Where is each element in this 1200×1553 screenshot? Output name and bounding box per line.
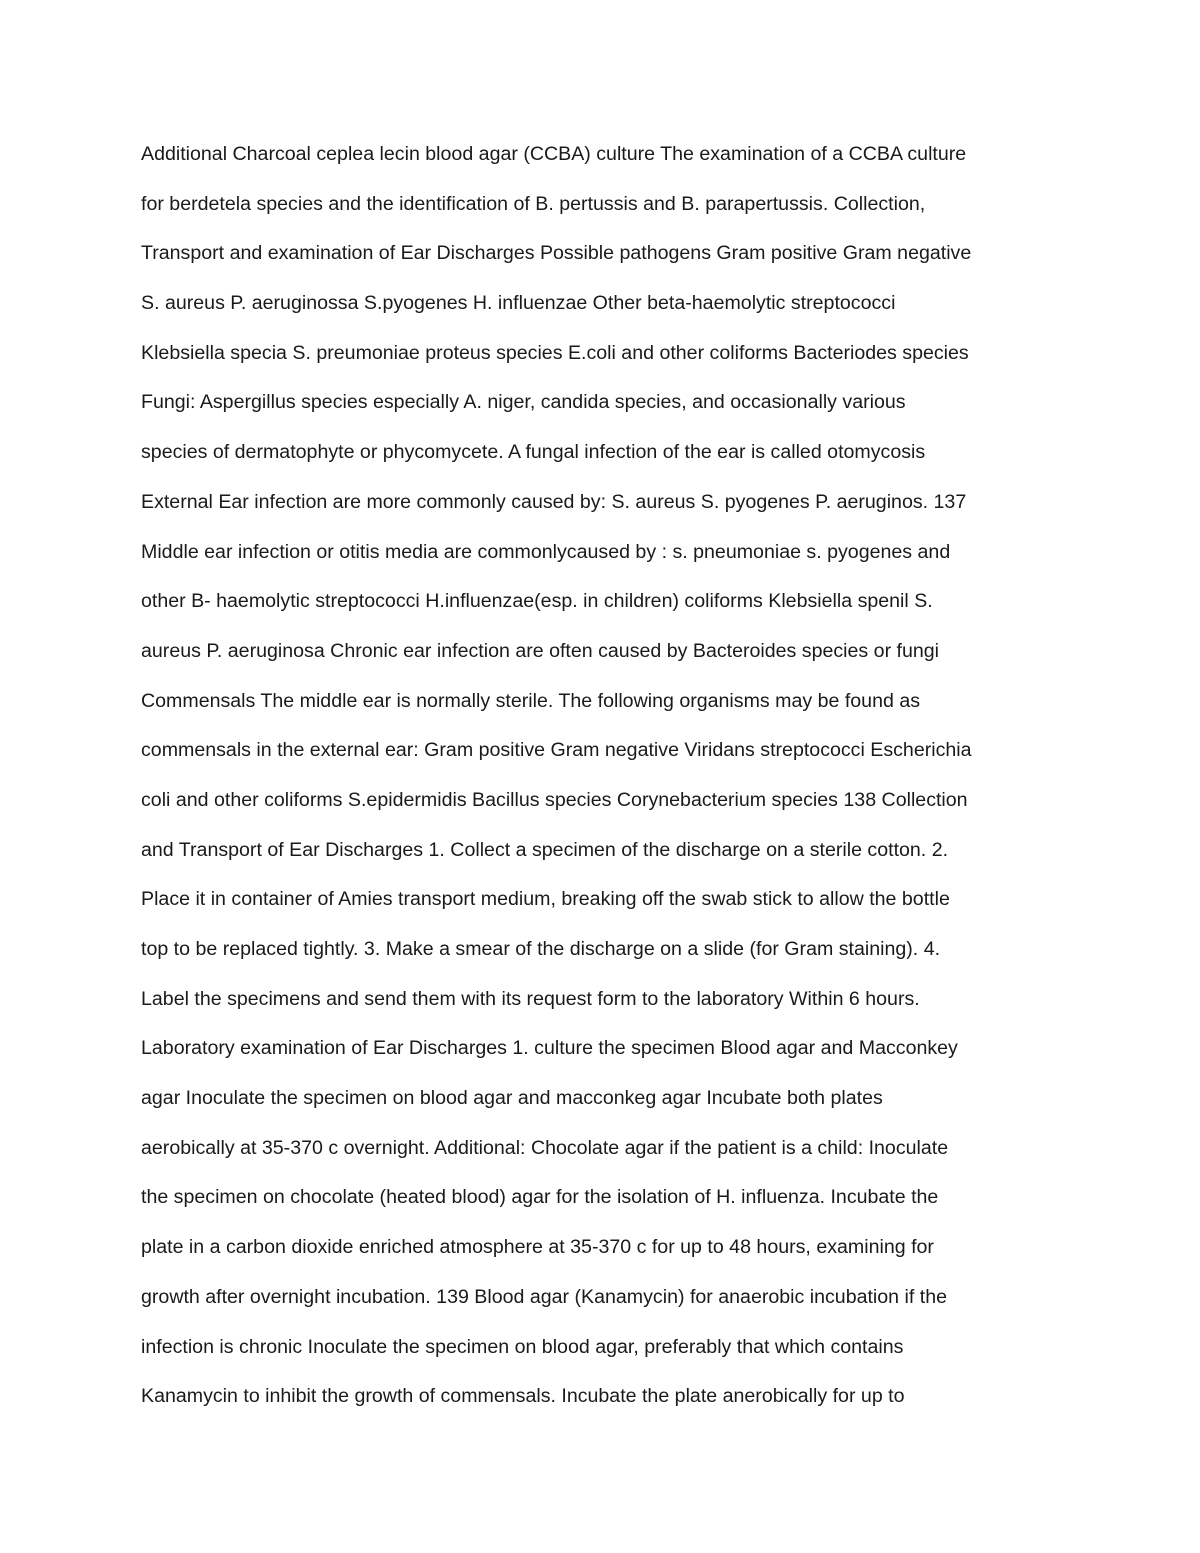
text-line: Laboratory examination of Ear Discharges 1. culture the specimen Blood agar and Macconkey	[141, 1037, 958, 1060]
text-line: Additional Charcoal ceplea lecin blood agar (CCBA) culture The examination of a CCBA culture	[141, 143, 967, 165]
text-line: Transport and examination of Ear Discharges Possible pathogens Gram positive Gram negative	[141, 242, 972, 265]
text-line: coli and other coliforms S.epidermidis Bacillus species Corynebacterium species 138 Collection	[141, 788, 968, 811]
body-text	[141, 136, 1101, 1428]
text-line: Place it in container of Amies transport medium, breaking off the swab stick to allow the bottle	[141, 888, 950, 911]
text-line: plate in a carbon dioxide enriched atmosphere at 35-370 c for up to 48 hours, examining for	[141, 1236, 934, 1259]
text-line: Kanamycin to inhibit the growth of commensals. Incubate the plate anerobically for up to	[141, 1385, 905, 1408]
text-line: infection is chronic Inoculate the specimen on blood agar, preferably that which contains	[141, 1335, 904, 1358]
text-line: species of dermatophyte or phycomycete. A fungal infection of the ear is called otomycosis	[141, 441, 926, 464]
text-line: Commensals The middle ear is normally sterile. The following organisms may be found as	[141, 689, 921, 712]
text-line: External Ear infection are more commonly caused by: S. aureus S. pyogenes P. aeruginos. 137	[141, 490, 967, 513]
text-line: agar Inoculate the specimen on blood agar and macconkeg agar Incubate both plates	[141, 1087, 883, 1110]
text-line: aureus P. aeruginosa Chronic ear infection are often caused by Bacteroides species or fungi	[141, 639, 940, 662]
text-line: Label the specimens and send them with its request form to the laboratory Within 6 hours.	[141, 987, 920, 1010]
text-line: growth after overnight incubation. 139 Blood agar (Kanamycin) for anaerobic incubation if the	[141, 1285, 948, 1308]
text-line: and Transport of Ear Discharges 1. Collect a specimen of the discharge on a sterile cotton. 2.	[141, 838, 949, 861]
text-line: top to be replaced tightly. 3. Make a smear of the discharge on a slide (for Gram staining). 4.	[141, 938, 941, 960]
text-line: the specimen on chocolate (heated blood) agar for the isolation of H. influenza. Incubate the	[141, 1186, 939, 1209]
text-line: for berdetela species and the identification of B. pertussis and B. parapertussis. Collection,	[141, 192, 926, 215]
text-line: commensals in the external ear: Gram positive Gram negative Viridans streptococci Escherichia	[141, 739, 972, 762]
text-line: aerobically at 35-370 c overnight. Additional: Chocolate agar if the patient is a child: Inoculate	[141, 1136, 949, 1159]
text-line: Middle ear infection or otitis media are commonlycaused by : s. pneumoniae s. pyogenes and	[141, 540, 951, 563]
text-line: Fungi: Aspergillus species especially A. niger, candida species, and occasionally various	[141, 391, 906, 414]
text-line: S. aureus P. aeruginossa S.pyogenes H. influenzae Other beta-haemolytic streptococci	[141, 292, 896, 315]
text-line: Klebsiella specia S. preumoniae proteus species E.coli and other coliforms Bacteriodes species	[141, 341, 969, 364]
text-line: other B- haemolytic streptococci H.influenzae(esp. in children) coliforms Klebsiella spenil S.	[141, 590, 933, 613]
